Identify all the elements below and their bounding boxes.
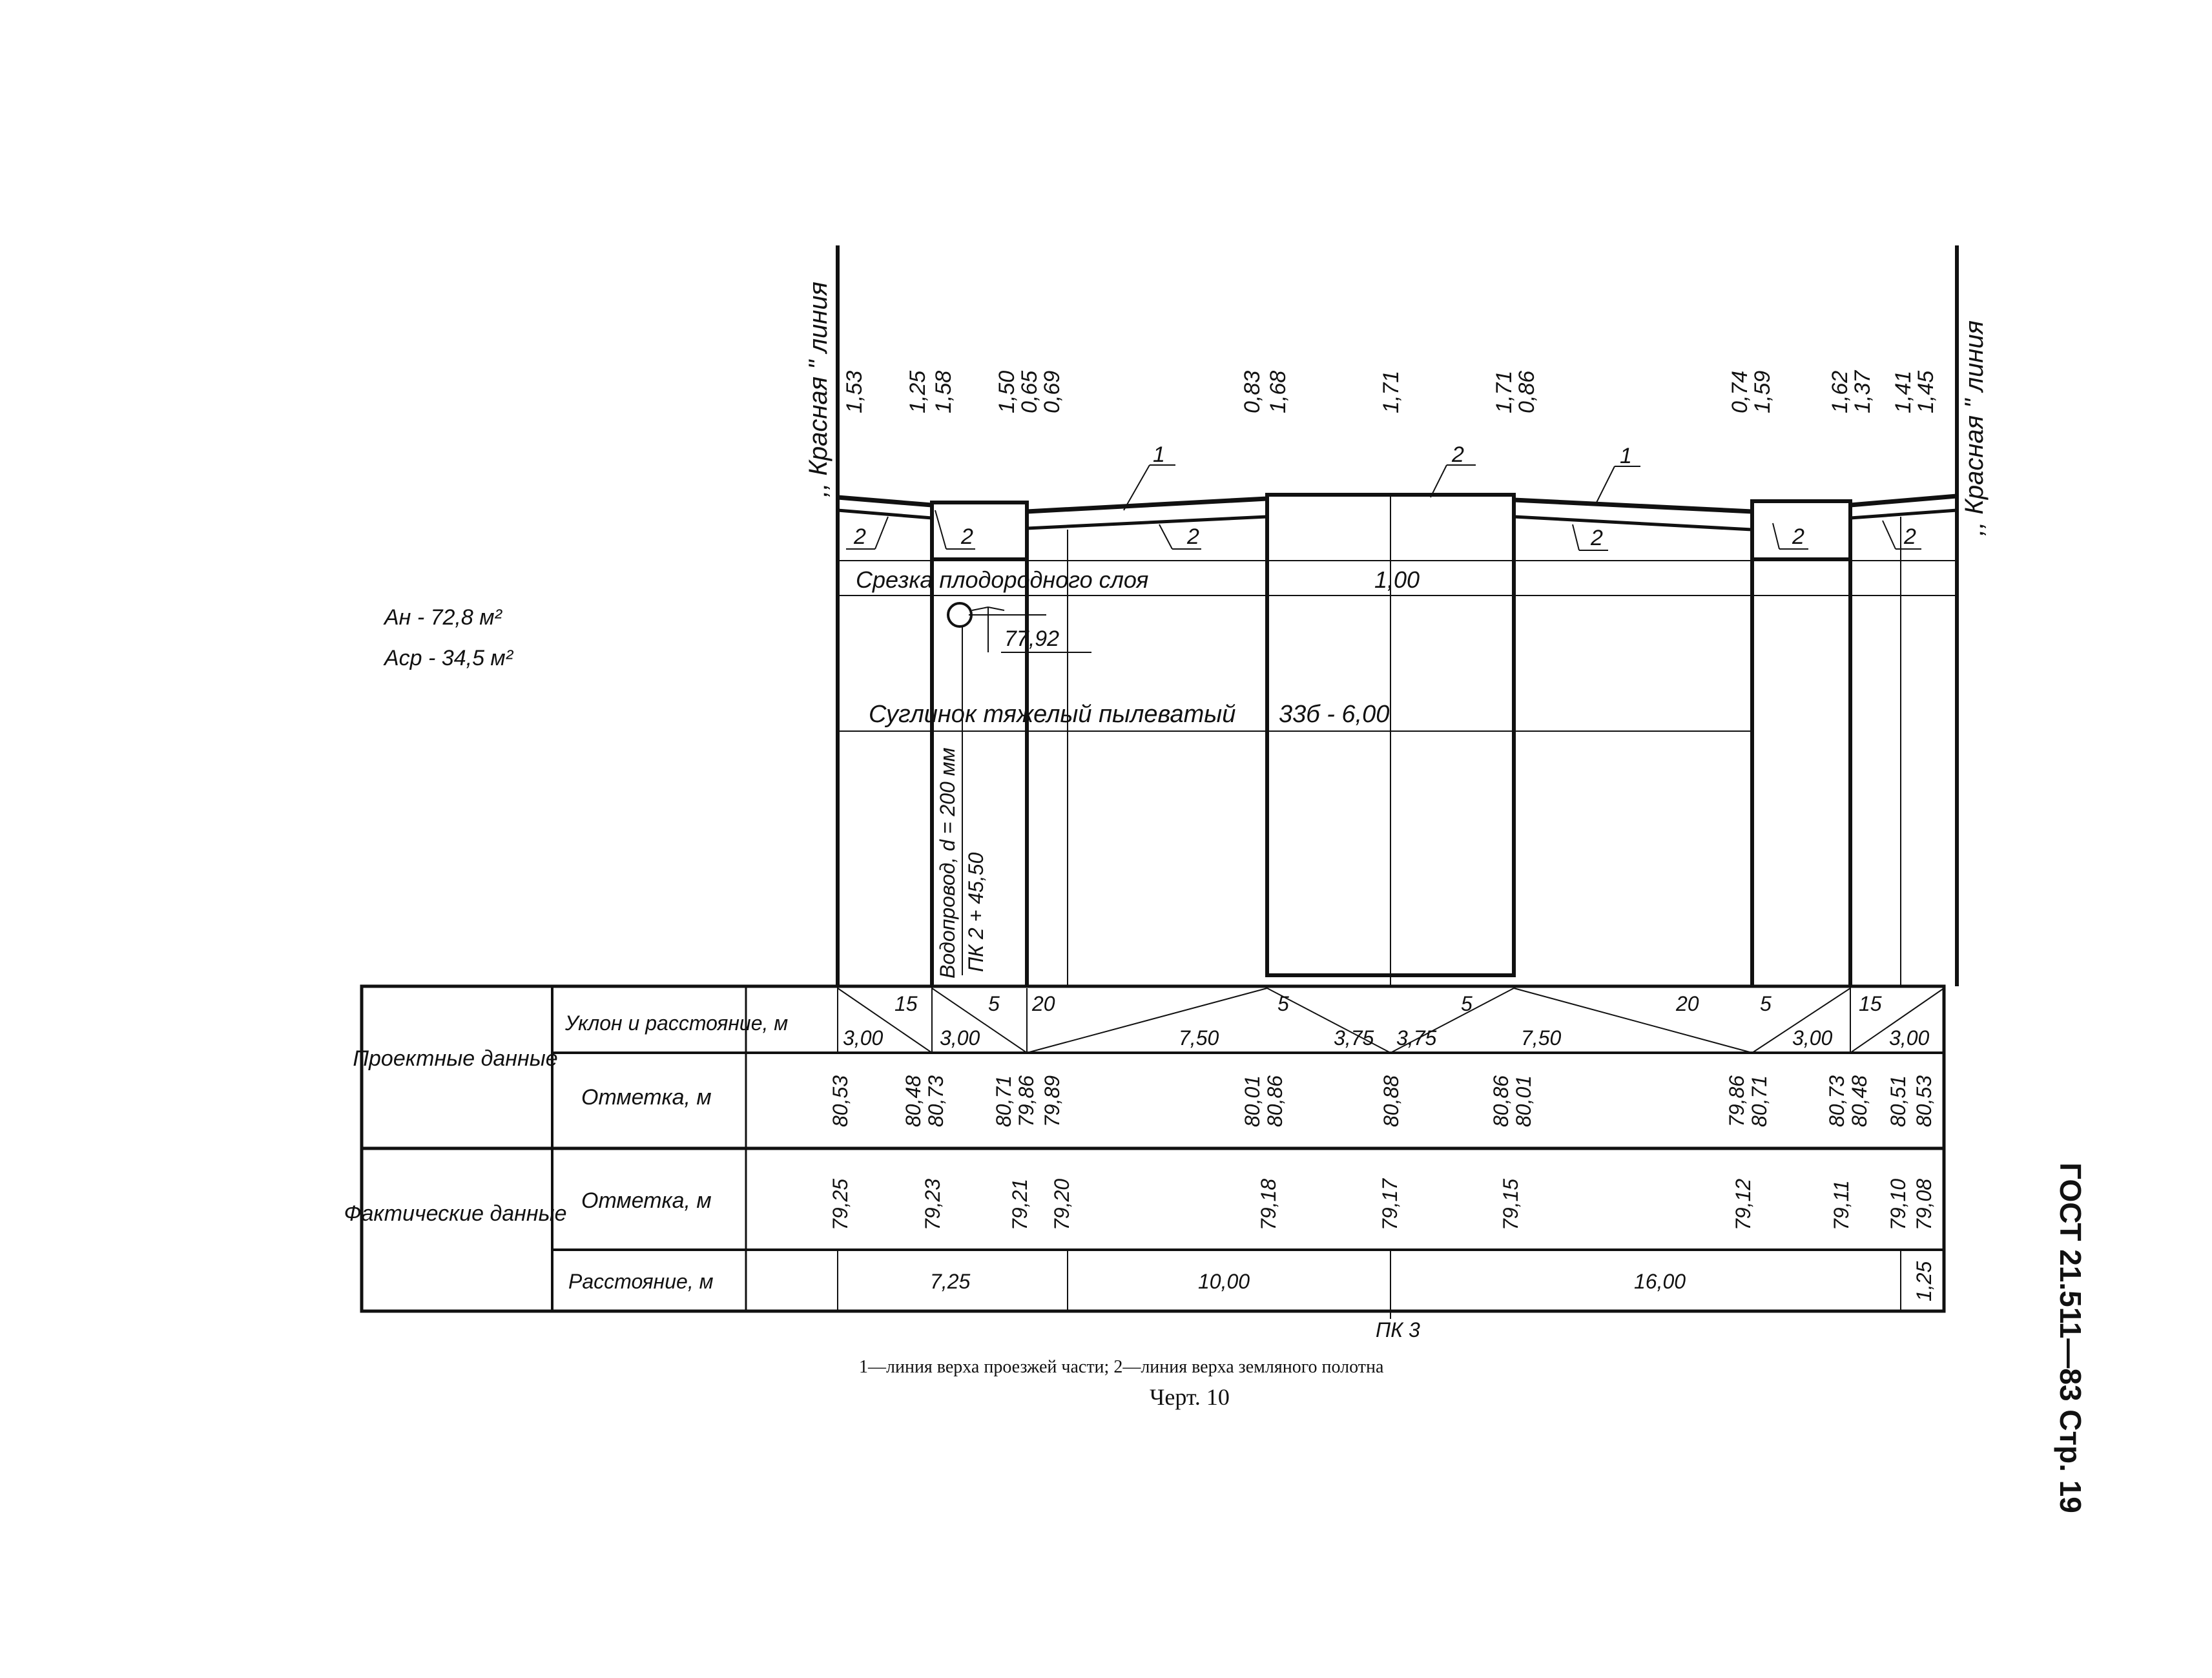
project-mark: 80,53 [1912, 1075, 1936, 1127]
row-slope-label: Уклон и расстояние, м [565, 1011, 789, 1035]
project-mark: 80,01 [1512, 1075, 1535, 1127]
pipe-station: ПК 2 + 45,50 [964, 852, 987, 972]
distance-value: 3,75 [1396, 1026, 1437, 1050]
caption: 1—линия верха проезжей части; 2—линия верха земляного полотна [859, 1357, 1384, 1377]
gost-label: ГОСТ 21.511—83 Стр. 19 [2054, 1163, 2087, 1513]
top-value: 1,71 [1379, 370, 1403, 413]
project-mark: 80,51 [1886, 1075, 1910, 1127]
top-value: 0,69 [1040, 370, 1064, 413]
slope-value: 20 [1032, 992, 1055, 1015]
pipe-circle-icon [948, 603, 971, 627]
distance-value: 3,75 [1334, 1026, 1374, 1050]
callout-2: 2 [1591, 526, 1603, 550]
project-mark: 79,86 [1015, 1075, 1038, 1127]
top-value: 0,86 [1514, 370, 1539, 413]
group-project-label: Проектные данные [353, 1046, 558, 1071]
callout-1: 1 [1620, 444, 1632, 468]
group-actual [344, 1201, 566, 1226]
area-total: Aн - 72,8 м² [384, 605, 502, 630]
project-mark: 80,73 [1825, 1075, 1848, 1127]
pk-label: ПК 3 [1376, 1318, 1420, 1341]
callout-2: 2 [1187, 524, 1199, 549]
top-value: 1,59 [1750, 370, 1775, 413]
project-mark: 80,01 [1241, 1075, 1264, 1127]
layer-strip-label: Срезка плодородного слоя [856, 566, 1149, 593]
pipe-elevation: 77,92 [1004, 627, 1060, 651]
actual-mark: 79,21 [1008, 1178, 1031, 1230]
profile-table [344, 986, 1944, 1341]
top-value: 0,83 [1240, 370, 1265, 413]
layer-soil-value: 33б - 6,00 [1279, 701, 1390, 728]
group-actual-label: Фактические данные [344, 1201, 567, 1226]
project-mark: 80,48 [902, 1075, 925, 1127]
top-values [842, 370, 1938, 413]
fact-distance: 10,00 [1198, 1270, 1250, 1293]
actual-mark: 79,25 [829, 1178, 852, 1230]
actual-mark: 79,12 [1731, 1178, 1755, 1230]
distance-value: 3,00 [843, 1026, 884, 1050]
project-mark: 80,86 [1263, 1075, 1287, 1127]
fact-distance: 1,25 [1912, 1261, 1936, 1301]
project-mark: 79,89 [1040, 1075, 1064, 1127]
actual-mark: 79,23 [921, 1178, 944, 1230]
row-mark-label: Отметка, м [581, 1085, 712, 1110]
slope-value: 15 [894, 992, 918, 1015]
area-average: Aср - 34,5 м² [384, 646, 513, 670]
actual-mark: 79,10 [1886, 1178, 1910, 1230]
top-value: 1,58 [931, 370, 956, 413]
slope-value: 20 [1676, 992, 1699, 1015]
project-mark: 80,71 [992, 1075, 1015, 1127]
project-mark: 80,53 [829, 1075, 852, 1127]
project-mark: 80,88 [1380, 1075, 1403, 1127]
slope-value: 5 [1760, 992, 1772, 1015]
distance-value: 3,00 [1889, 1026, 1930, 1050]
callout-2: 2 [1452, 442, 1464, 467]
callout-2: 2 [961, 524, 973, 549]
actual-mark: 79,11 [1830, 1180, 1853, 1230]
top-value: 1,68 [1266, 370, 1290, 413]
drawing-number: Черт. 10 [1150, 1384, 1230, 1410]
actual-mark: 79,08 [1912, 1178, 1936, 1230]
red-line-left-label: ,, Красная " линия [804, 282, 832, 497]
callout-2: 2 [1792, 524, 1804, 549]
group-project [353, 1046, 557, 1071]
slope-value: 5 [988, 992, 1000, 1015]
fact-distance: 16,00 [1634, 1270, 1686, 1293]
project-mark: 79,86 [1725, 1075, 1748, 1127]
pipe-name: Водопровод, d = 200 мм [936, 747, 959, 979]
distance-value: 7,50 [1521, 1026, 1562, 1050]
actual-mark: 79,20 [1050, 1178, 1073, 1230]
distance-value: 7,50 [1179, 1026, 1219, 1050]
top-value: 0,74 [1728, 370, 1752, 413]
distance-value: 3,00 [1792, 1026, 1833, 1050]
actual-mark: 79,18 [1257, 1178, 1280, 1230]
top-value: 1,50 [995, 370, 1019, 413]
project-mark: 80,71 [1748, 1075, 1771, 1127]
layer-soil-label: Суглинок тяжелый пылеватый [869, 701, 1236, 728]
top-value: 1,45 [1914, 370, 1938, 413]
top-value: 1,71 [1492, 370, 1516, 413]
layer-strip-value: 1,00 [1374, 566, 1420, 593]
top-value: 1,41 [1891, 370, 1916, 413]
fact-distance: 7,25 [930, 1270, 971, 1293]
row-mark-actual-label: Отметка, м [581, 1188, 712, 1213]
slope-value: 5 [1461, 992, 1473, 1015]
distance-value: 3,00 [940, 1026, 980, 1050]
red-line-right-label: ,, Красная " линия [1960, 320, 1989, 536]
callout-2: 2 [1904, 524, 1916, 549]
callout-1: 1 [1153, 442, 1165, 467]
project-mark: 80,48 [1848, 1075, 1871, 1127]
top-value: 1,62 [1828, 370, 1852, 413]
project-mark: 80,86 [1489, 1075, 1513, 1127]
callout-2: 2 [854, 524, 866, 549]
slope-value: 15 [1859, 992, 1882, 1015]
actual-mark: 79,15 [1499, 1178, 1522, 1230]
top-value: 1,53 [842, 370, 867, 413]
actual-mark: 79,17 [1378, 1178, 1401, 1230]
top-value: 0,65 [1017, 370, 1042, 413]
top-value: 1,25 [905, 370, 930, 413]
project-mark: 80,73 [924, 1075, 947, 1127]
top-value: 1,37 [1850, 370, 1875, 413]
slope-value: 5 [1277, 992, 1289, 1015]
row-distance-label: Расстояние, м [568, 1270, 714, 1293]
